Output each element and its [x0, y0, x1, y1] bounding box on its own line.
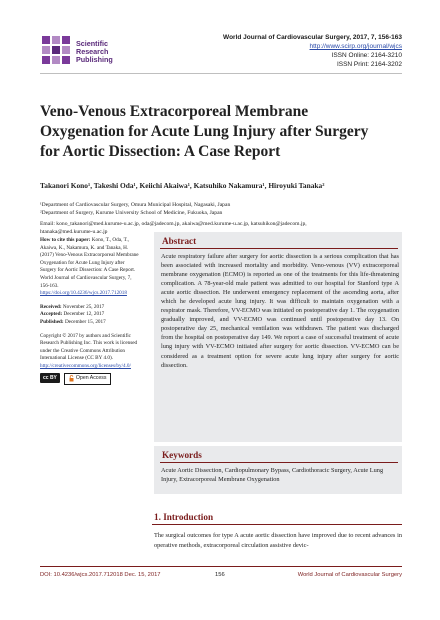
accepted-label: Accepted:: [40, 311, 63, 318]
keywords-text: Acute Aortic Dissection, Cardiopulmonary Bypass, Cardiothoracic Surgery, Acute Lung Injury, Extracorporeal Membrane Oxygenation: [161, 467, 384, 483]
received-date: November 25, 2017: [62, 303, 105, 310]
publisher-name: [76, 40, 113, 64]
footer-doi: DOI: 10.4236/wjcs.2017.712018 Dec. 15, 2017: [40, 572, 161, 578]
affiliation-2: ²Department of Surgery, Kurume University School of Medicine, Fukuoka, Japan: [40, 210, 223, 216]
issn-print: ISSN Print: 2164-3202: [336, 61, 402, 68]
published-label: Published:: [40, 318, 64, 325]
article-sidebar: [40, 237, 140, 391]
published-date: December 15, 2017: [64, 318, 106, 325]
issn-online: ISSN Online: 2164-3210: [331, 52, 402, 59]
introduction-divider: [152, 524, 402, 525]
journal-reference: World Journal of Cardiovascular Surgery, 2017, 7, 156-163: [223, 34, 402, 41]
email-line-2: htanaka@med.kurume-u.ac.jp: [40, 229, 108, 235]
cc-by-badge[interactable]: cc BY: [40, 373, 60, 383]
header-divider: [40, 73, 402, 74]
open-lock-icon: [69, 375, 74, 382]
affiliation-1: ¹Department of Cardiovascular Surgery, Omura Municipal Hospital, Nagasaki, Japan: [40, 202, 231, 208]
publisher-line-1: Scientific: [76, 39, 108, 48]
copyright-block: [40, 333, 140, 385]
page-footer: [40, 570, 402, 580]
footer-journal-name: World Journal of Cardiovascular Surgery: [297, 572, 402, 578]
accepted-date: December 12, 2017: [63, 311, 105, 318]
journal-info: [223, 33, 402, 69]
abstract-text: Acute respiratory failure after surgery for aortic dissection is a serious complication that has been associated with increased mortality and morbidity. Veno-venous (VV) extracorporeal membrane oxygenation (ECMO) is reported as one of the treatments for this life-threatening complication. A 78-year-old male patient was admitted to our hospital for Stanford type A acute aortic dissection. He underwent emergency replacement of the ascending aorta, after which he developed acute lung injury. It was difficult to maintain oxygenation with a respirator mask. Therefore, VV-ECMO was initiated on postoperative day 1. The oxygenation gradually improved, and VV-ECMO was continued until postoperative day 13. On postoperative day 25, mechanical ventilation was withdrawn. The patient was discharged from the hospital on postoperative day 149. We report a case of successful treatment of acute lung injury with VV-ECMO initiated after surgery for aortic dissection. VV-ECMO can be considered as a treatment option for severe acute lung injury after surgery for aortic dissection.: [161, 253, 399, 369]
citation-label: How to cite this paper:: [40, 237, 91, 243]
copyright-text: Copyright © 2017 by authors and Scientific Research Publishing Inc. This work is licensed under the Creative Commons Attribution International License (CC BY 4.0).: [40, 332, 138, 362]
publisher-line-3: Publishing: [76, 55, 113, 64]
author-list: Takanori Kono¹, Takeshi Oda¹, Keiichi Akaiwa¹, Katsuhiko Nakamura¹, Hiroyuki Tanaka²: [40, 181, 325, 190]
license-link[interactable]: http://creativecommons.org/licenses/by/4.0/: [40, 362, 131, 369]
keywords-divider: [160, 462, 398, 463]
citation-block: [40, 237, 140, 298]
publisher-logo[interactable]: [40, 34, 160, 70]
keywords-heading: Keywords: [162, 450, 202, 460]
email-line-1: Email: kono_takanori@med.kurume-u.ac.jp, oda@jadecom.jp, akaiwa@med.kurume-u.ac.jp, katsuhikon@jadecom.jp,: [40, 221, 307, 227]
introduction-heading: 1. Introduction: [154, 512, 214, 522]
affiliations: [40, 201, 360, 236]
received-label: Received:: [40, 303, 62, 310]
abstract-heading: Abstract: [162, 236, 197, 246]
citation-doi-link[interactable]: https://doi.org/10.4236/wjcs.2017.712018: [40, 290, 127, 297]
open-access-badge[interactable]: [64, 373, 112, 385]
open-access-label: Open Access: [75, 375, 107, 381]
abstract-divider: [160, 248, 398, 249]
article-title: Veno-Venous Extracorporeal Membrane Oxygenation for Acute Lung Injury after Surgery for Aortic Dissection: A Case Report: [40, 103, 369, 160]
page-number: 156: [215, 572, 225, 578]
dates-block: [40, 304, 140, 327]
publisher-line-2: Research: [76, 47, 109, 56]
introduction-text: The surgical outcomes for type A acute aortic dissection have improved due to recent advances in operative methods, extracorporeal circulation assistive devic-: [154, 532, 402, 549]
citation-text: Kono, T., Oda, T., Akaiwa, K., Nakamura, K. and Tanaka, H. (2017) Veno-Venous Extracorporeal Membrane Oxygenation for Acute Lung Injury after Surgery for Aortic Dissection: A Case Report. World Journal of Cardiovascular Surgery, 7, 156-163.: [40, 237, 139, 289]
footer-divider: [40, 566, 402, 567]
license-badges: [40, 373, 140, 385]
journal-url-link[interactable]: http://www.scirp.org/journal/wjcs: [309, 43, 402, 50]
scirp-logo-icon: [40, 34, 72, 66]
